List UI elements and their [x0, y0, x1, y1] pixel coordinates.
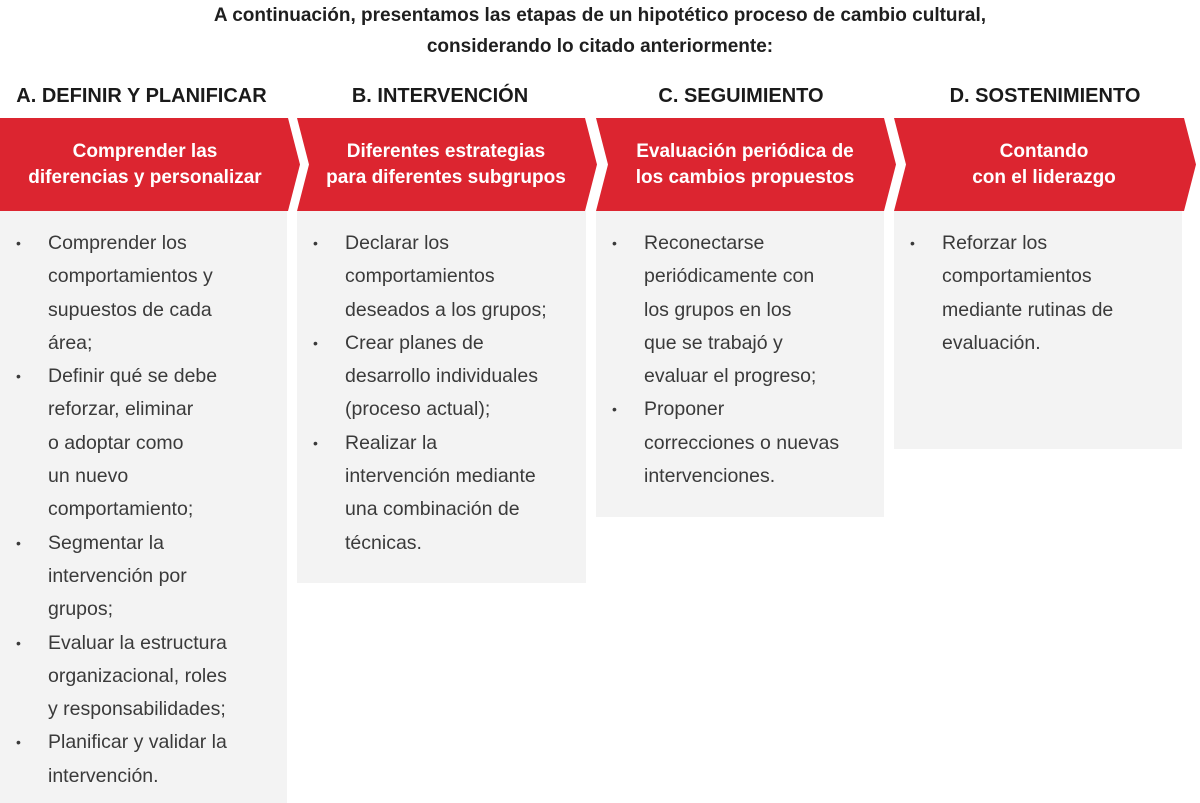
list-item-line: • Segmentar la [48, 531, 164, 554]
list-item-line: comportamientos y [48, 265, 213, 288]
list-item-line: • Planificar y validar la [48, 731, 227, 754]
list-item [0, 360, 287, 526]
intro-line-1: A continuación, presentamos las etapas de un hipotético proceso de cambio cultural, [213, 5, 987, 26]
bullet-list [297, 211, 586, 560]
list-item-line: comportamiento; [48, 498, 194, 521]
list-item-line: • Crear planes de [345, 331, 484, 354]
list-item-line: (proceso actual); [345, 398, 491, 421]
stage-title: C. SEGUIMIENTO [658, 85, 824, 107]
list-item-line: o adoptar como [48, 431, 184, 454]
stage-title: B. INTERVENCIÓN [351, 85, 529, 107]
list-item-line: técnicas. [345, 531, 422, 554]
list-item-line: mediante rutinas de [942, 298, 1114, 321]
bullet-list [596, 211, 884, 493]
arrow-label [301, 118, 591, 211]
list-item [894, 227, 1182, 360]
list-item-line: que se trabajó y [644, 331, 783, 354]
list-item-line: intervención por [48, 564, 187, 587]
list-item-line: evaluar el progreso; [644, 365, 817, 388]
list-item [0, 726, 287, 793]
list-item-line: intervención. [48, 764, 159, 787]
list-item-line: • Realizar la [345, 431, 438, 454]
list-item [0, 627, 287, 727]
intro-line-2: considerando lo citado anteriormente: [426, 36, 774, 57]
list-item [297, 327, 586, 427]
stage-b [297, 80, 597, 211]
list-item [0, 527, 287, 627]
stage-title: A. DEFINIR Y PLANIFICAR [16, 85, 267, 107]
list-item-line: desarrollo individuales [345, 365, 538, 388]
arrow-label-line: Contando [999, 140, 1089, 162]
list-item-line: • Declarar los [345, 232, 450, 254]
arrow-label [0, 118, 290, 211]
list-item-line: • Proponer [644, 398, 725, 421]
list-item-line: • Definir qué se debe [48, 365, 218, 388]
arrow-label-line: Diferentes estrategias [346, 140, 546, 162]
stage-arrow [297, 118, 597, 211]
list-item-line: • Evaluar la estructura [48, 631, 227, 654]
stage-title: D. SOSTENIMIENTO [949, 85, 1141, 107]
list-item-line: • Comprender los [48, 232, 187, 254]
arrow-label-line: los cambios propuestos [635, 166, 855, 188]
stage-c [596, 80, 896, 211]
list-item [0, 227, 287, 360]
list-item-line: comportamientos [345, 265, 495, 288]
stage-a [0, 80, 300, 211]
intro-text [0, 0, 1200, 62]
list-item-line: • Reforzar los [942, 232, 1048, 254]
stage-d [894, 80, 1196, 211]
list-item-line: reforzar, eliminar [48, 398, 194, 421]
list-item [297, 427, 586, 560]
list-item-line: deseados a los grupos; [345, 298, 547, 321]
arrow-label [600, 118, 890, 211]
list-item-line: comportamientos [942, 265, 1092, 288]
stage-arrow [894, 118, 1196, 211]
stage-d-panel [894, 211, 1182, 449]
arrow-label-line: Comprender las [72, 140, 218, 162]
list-item-line: un nuevo [48, 465, 129, 488]
list-item-line: y responsabilidades; [48, 698, 226, 721]
list-item-line: periódicamente con [644, 265, 815, 288]
bullet-list [0, 211, 287, 793]
list-item-line: intervención mediante [345, 465, 536, 488]
list-item [596, 227, 884, 393]
list-item-line: correcciones o nuevas [644, 431, 840, 454]
list-item-line: intervenciones. [644, 465, 776, 488]
list-item-line: los grupos en los [644, 298, 792, 321]
list-item [596, 393, 884, 493]
stage-arrow [596, 118, 896, 211]
list-item-line: grupos; [48, 598, 114, 621]
list-item [297, 227, 586, 327]
arrow-label-line: con el liderazgo [972, 166, 1116, 188]
list-item-line: organizacional, roles [48, 664, 227, 687]
list-item-line: área; [48, 331, 93, 354]
list-item-line: una combinación de [345, 498, 520, 521]
stage-b-panel [297, 211, 586, 583]
list-item-line: • Reconectarse [644, 232, 765, 254]
stage-a-panel [0, 211, 287, 803]
arrow-label [898, 118, 1190, 211]
arrow-label-line: diferencias y personalizar [28, 166, 262, 188]
stage-arrow [0, 118, 300, 211]
arrow-label-line: Evaluación periódica de [636, 140, 854, 162]
arrow-label-line: para diferentes subgrupos [326, 166, 566, 188]
list-item-line: supuestos de cada [48, 298, 212, 321]
stage-c-panel [596, 211, 884, 517]
list-item-line: evaluación. [942, 331, 1041, 354]
bullet-list [894, 211, 1182, 360]
